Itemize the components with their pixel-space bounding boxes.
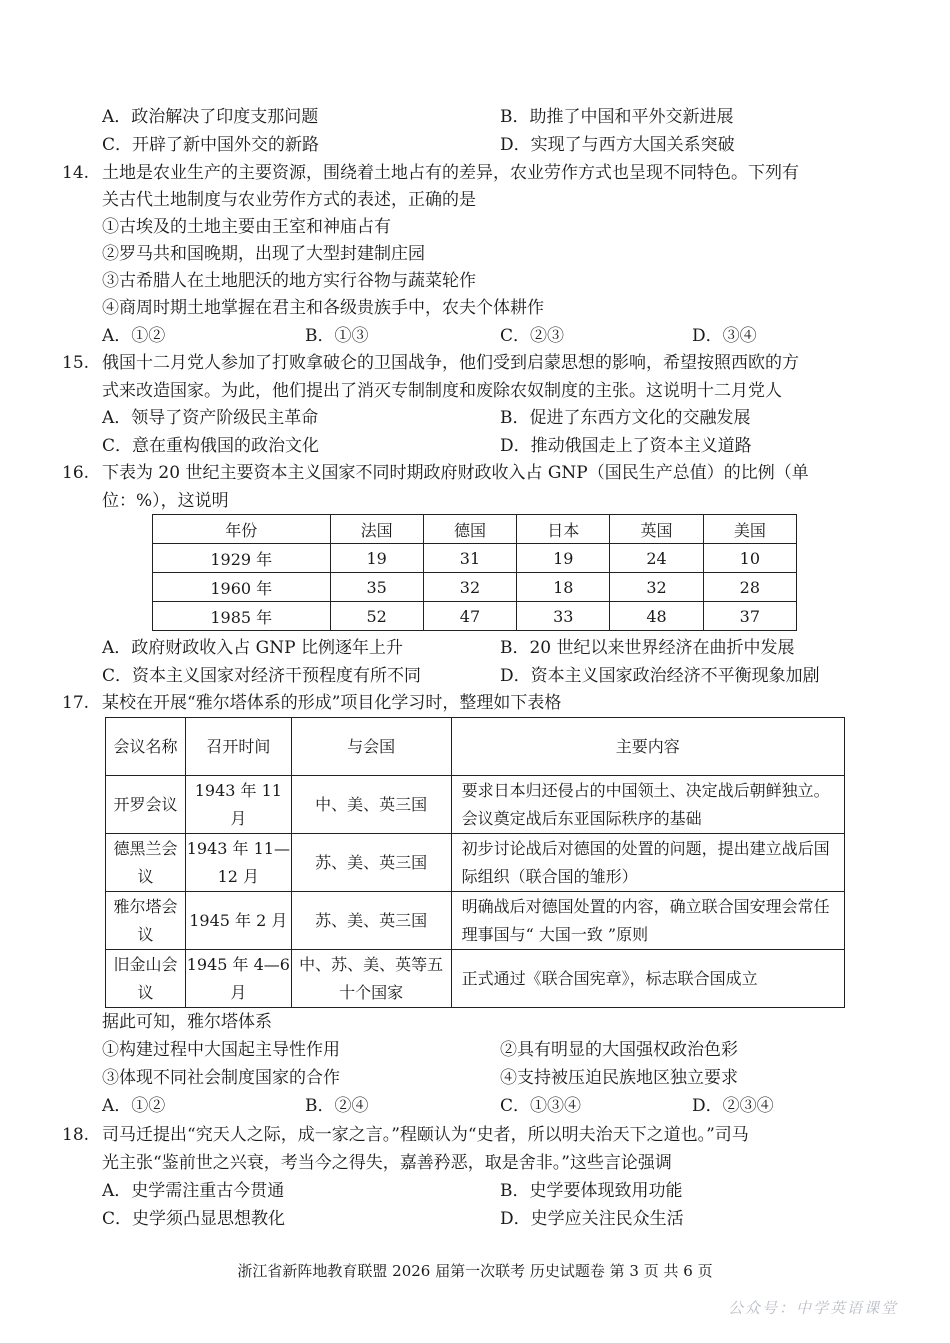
watermark: 公众号：中学英语课堂 [727,1299,898,1317]
table-cell: 要求日本归还侵占的中国领土、决定战后朝鲜独立。会议奠定战后东亚国际秩序的基础 [451,776,844,834]
table-header-cell: 德国 [423,515,516,544]
table-cell: 19 [517,544,610,573]
table-cell: 1960 年 [153,573,331,602]
table-cell: 1943 年 11—12 月 [185,834,291,892]
table-cell: 旧金山会议 [106,950,186,1008]
table-cell: 18 [517,573,610,602]
q17-option-d: D．②③④ [692,1096,774,1116]
table-row [153,544,797,573]
q14-item-3: ③古希腊人在土地肥沃的地方实行谷物与蔬菜轮作 [102,271,476,291]
table-header-row [106,718,845,776]
q16-number: 16. [62,463,90,483]
q14-stem-line1: 土地是农业生产的主要资源，围绕着土地占有的差异，农业劳作方式也呈现不同特色。下列有 [102,163,799,183]
q17-option-a: A．①② [102,1096,166,1116]
q18-stem-line1: 司马迁提出“究天人之际，成一家之言。”程颐认为“史者，所以明夫治天下之道也。”司马 [102,1125,749,1145]
table-cell: 1945 年 2 月 [185,892,291,950]
q16-option-c: C．资本主义国家对经济干预程度有所不同 [102,666,422,686]
q14-item-4: ④商周时期土地掌握在君主和各级贵族手中，农夫个体耕作 [102,298,544,318]
table-header-cell: 年份 [153,515,331,544]
table-cell: 37 [703,602,796,631]
table-cell: 24 [610,544,703,573]
conference-table [105,717,845,1008]
q18-option-b: B．史学要体现致用功能 [500,1181,683,1201]
table-cell: 31 [423,544,516,573]
table-header-cell: 法国 [330,515,423,544]
table-cell: 47 [423,602,516,631]
q16-option-b: B．20 世纪以来世界经济在曲折中发展 [500,638,795,658]
table-header-cell: 日本 [517,515,610,544]
table-cell: 28 [703,573,796,602]
q13-option-d: D．实现了与西方大国关系突破 [500,135,735,155]
q15-stem-line1: 俄国十二月党人参加了打败拿破仑的卫国战争，他们受到启蒙思想的影响，希望按照西欧的方 [102,353,799,373]
table-cell: 初步讨论战后对德国的处置的问题，提出建立战后国际组织（联合国的雏形） [451,834,844,892]
q17-item-3: ③体现不同社会制度国家的合作 [102,1068,340,1088]
q15-option-a: A．领导了资产阶级民主革命 [102,408,319,428]
q17-option-c: C．①③④ [500,1096,582,1116]
q18-stem-line2: 光主张“鉴前世之兴衰，考当今之得失，嘉善矜恶，取是舍非。”这些言论强调 [102,1153,672,1173]
q13-option-a: A．政治解决了印度支那问题 [102,107,319,127]
q16-stem-line1: 下表为 20 世纪主要资本主义国家不同时期政府财政收入占 GNP（国民生产总值）的比例（单 [102,463,809,483]
table-cell: 32 [423,573,516,602]
q15-option-c: C．意在重构俄国的政治文化 [102,436,320,456]
q15-number: 15. [62,353,90,373]
table-header-cell: 美国 [703,515,796,544]
q17-number: 17. [62,693,90,713]
q18-option-c: C．史学须凸显思想教化 [102,1209,286,1229]
table-row [153,602,797,631]
q16-option-d: D．资本主义国家政治经济不平衡现象加剧 [500,666,820,686]
table-cell: 苏、美、英三国 [291,834,451,892]
q17-item-4: ④支持被压迫民族地区独立要求 [500,1068,738,1088]
table-cell: 1943 年 11 月 [185,776,291,834]
gnp-ratio-table [152,514,797,631]
q14-option-b: B．①③ [305,326,369,346]
q14-item-2: ②罗马共和国晚期，出现了大型封建制庄园 [102,244,425,264]
table-cell: 1985 年 [153,602,331,631]
table-cell: 开罗会议 [106,776,186,834]
table-cell: 明确战后对德国处置的内容，确立联合国安理会常任理事国与“ 大国一致 ”原则 [451,892,844,950]
table-cell: 中、苏、美、英等五十个国家 [291,950,451,1008]
q18-option-d: D．史学应关注民众生活 [500,1209,684,1229]
q14-number: 14. [62,163,90,183]
q14-option-d: D．③④ [692,326,757,346]
q16-option-a: A．政府财政收入占 GNP 比例逐年上升 [102,638,403,658]
table-row [106,834,845,892]
table-cell: 35 [330,573,423,602]
q15-option-b: B．促进了东西方文化的交融发展 [500,408,751,428]
q14-option-a: A．①② [102,326,166,346]
table-header-cell: 召开时间 [185,718,291,776]
q13-option-b: B．助推了中国和平外交新进展 [500,107,734,127]
table-row [153,573,797,602]
q14-option-c: C．②③ [500,326,565,346]
q17-option-b: B．②④ [305,1096,369,1116]
table-row [106,950,845,1008]
table-cell: 33 [517,602,610,631]
table-cell: 德黑兰会议 [106,834,186,892]
table-cell: 1945 年 4—6 月 [185,950,291,1008]
table-cell: 32 [610,573,703,602]
table-header-cell: 与会国 [291,718,451,776]
table-row [106,776,845,834]
page-footer: 浙江省新阵地教育联盟 2026 届第一次联考 历史试题卷 第 3 页 共 6 页 [237,1262,713,1280]
table-cell: 19 [330,544,423,573]
table-cell: 10 [703,544,796,573]
q14-item-1: ①古埃及的土地主要由王室和神庙占有 [102,217,391,237]
q17-stem: 某校在开展“雅尔塔体系的形成”项目化学习时，整理如下表格 [102,693,562,713]
table-cell: 48 [610,602,703,631]
table-header-cell: 主要内容 [451,718,844,776]
q17-item-2: ②具有明显的大国强权政治色彩 [500,1040,738,1060]
table-row [106,892,845,950]
table-cell: 雅尔塔会议 [106,892,186,950]
q17-item-1: ①构建过程中大国起主导性作用 [102,1040,340,1060]
q14-stem-line2: 关古代土地制度与农业劳作方式的表述，正确的是 [102,190,476,210]
q15-option-d: D．推动俄国走上了资本主义道路 [500,436,752,456]
table-header-cell: 会议名称 [106,718,186,776]
table-cell: 苏、美、英三国 [291,892,451,950]
q15-stem-line2: 式来改造国家。为此，他们提出了消灭专制制度和废除农奴制度的主张。这说明十二月党人 [102,381,782,401]
q13-option-c: C．开辟了新中国外交的新路 [102,135,320,155]
q17-after-text: 据此可知，雅尔塔体系 [102,1012,272,1032]
q18-number: 18. [62,1125,90,1145]
table-header-row [153,515,797,544]
table-cell: 正式通过《联合国宪章》，标志联合国成立 [451,950,844,1008]
q16-stem-line2: 位：%），这说明 [102,491,229,511]
table-cell: 1929 年 [153,544,331,573]
table-cell: 中、美、英三国 [291,776,451,834]
table-header-cell: 英国 [610,515,703,544]
table-cell: 52 [330,602,423,631]
q18-option-a: A．史学需注重古今贯通 [102,1181,285,1201]
